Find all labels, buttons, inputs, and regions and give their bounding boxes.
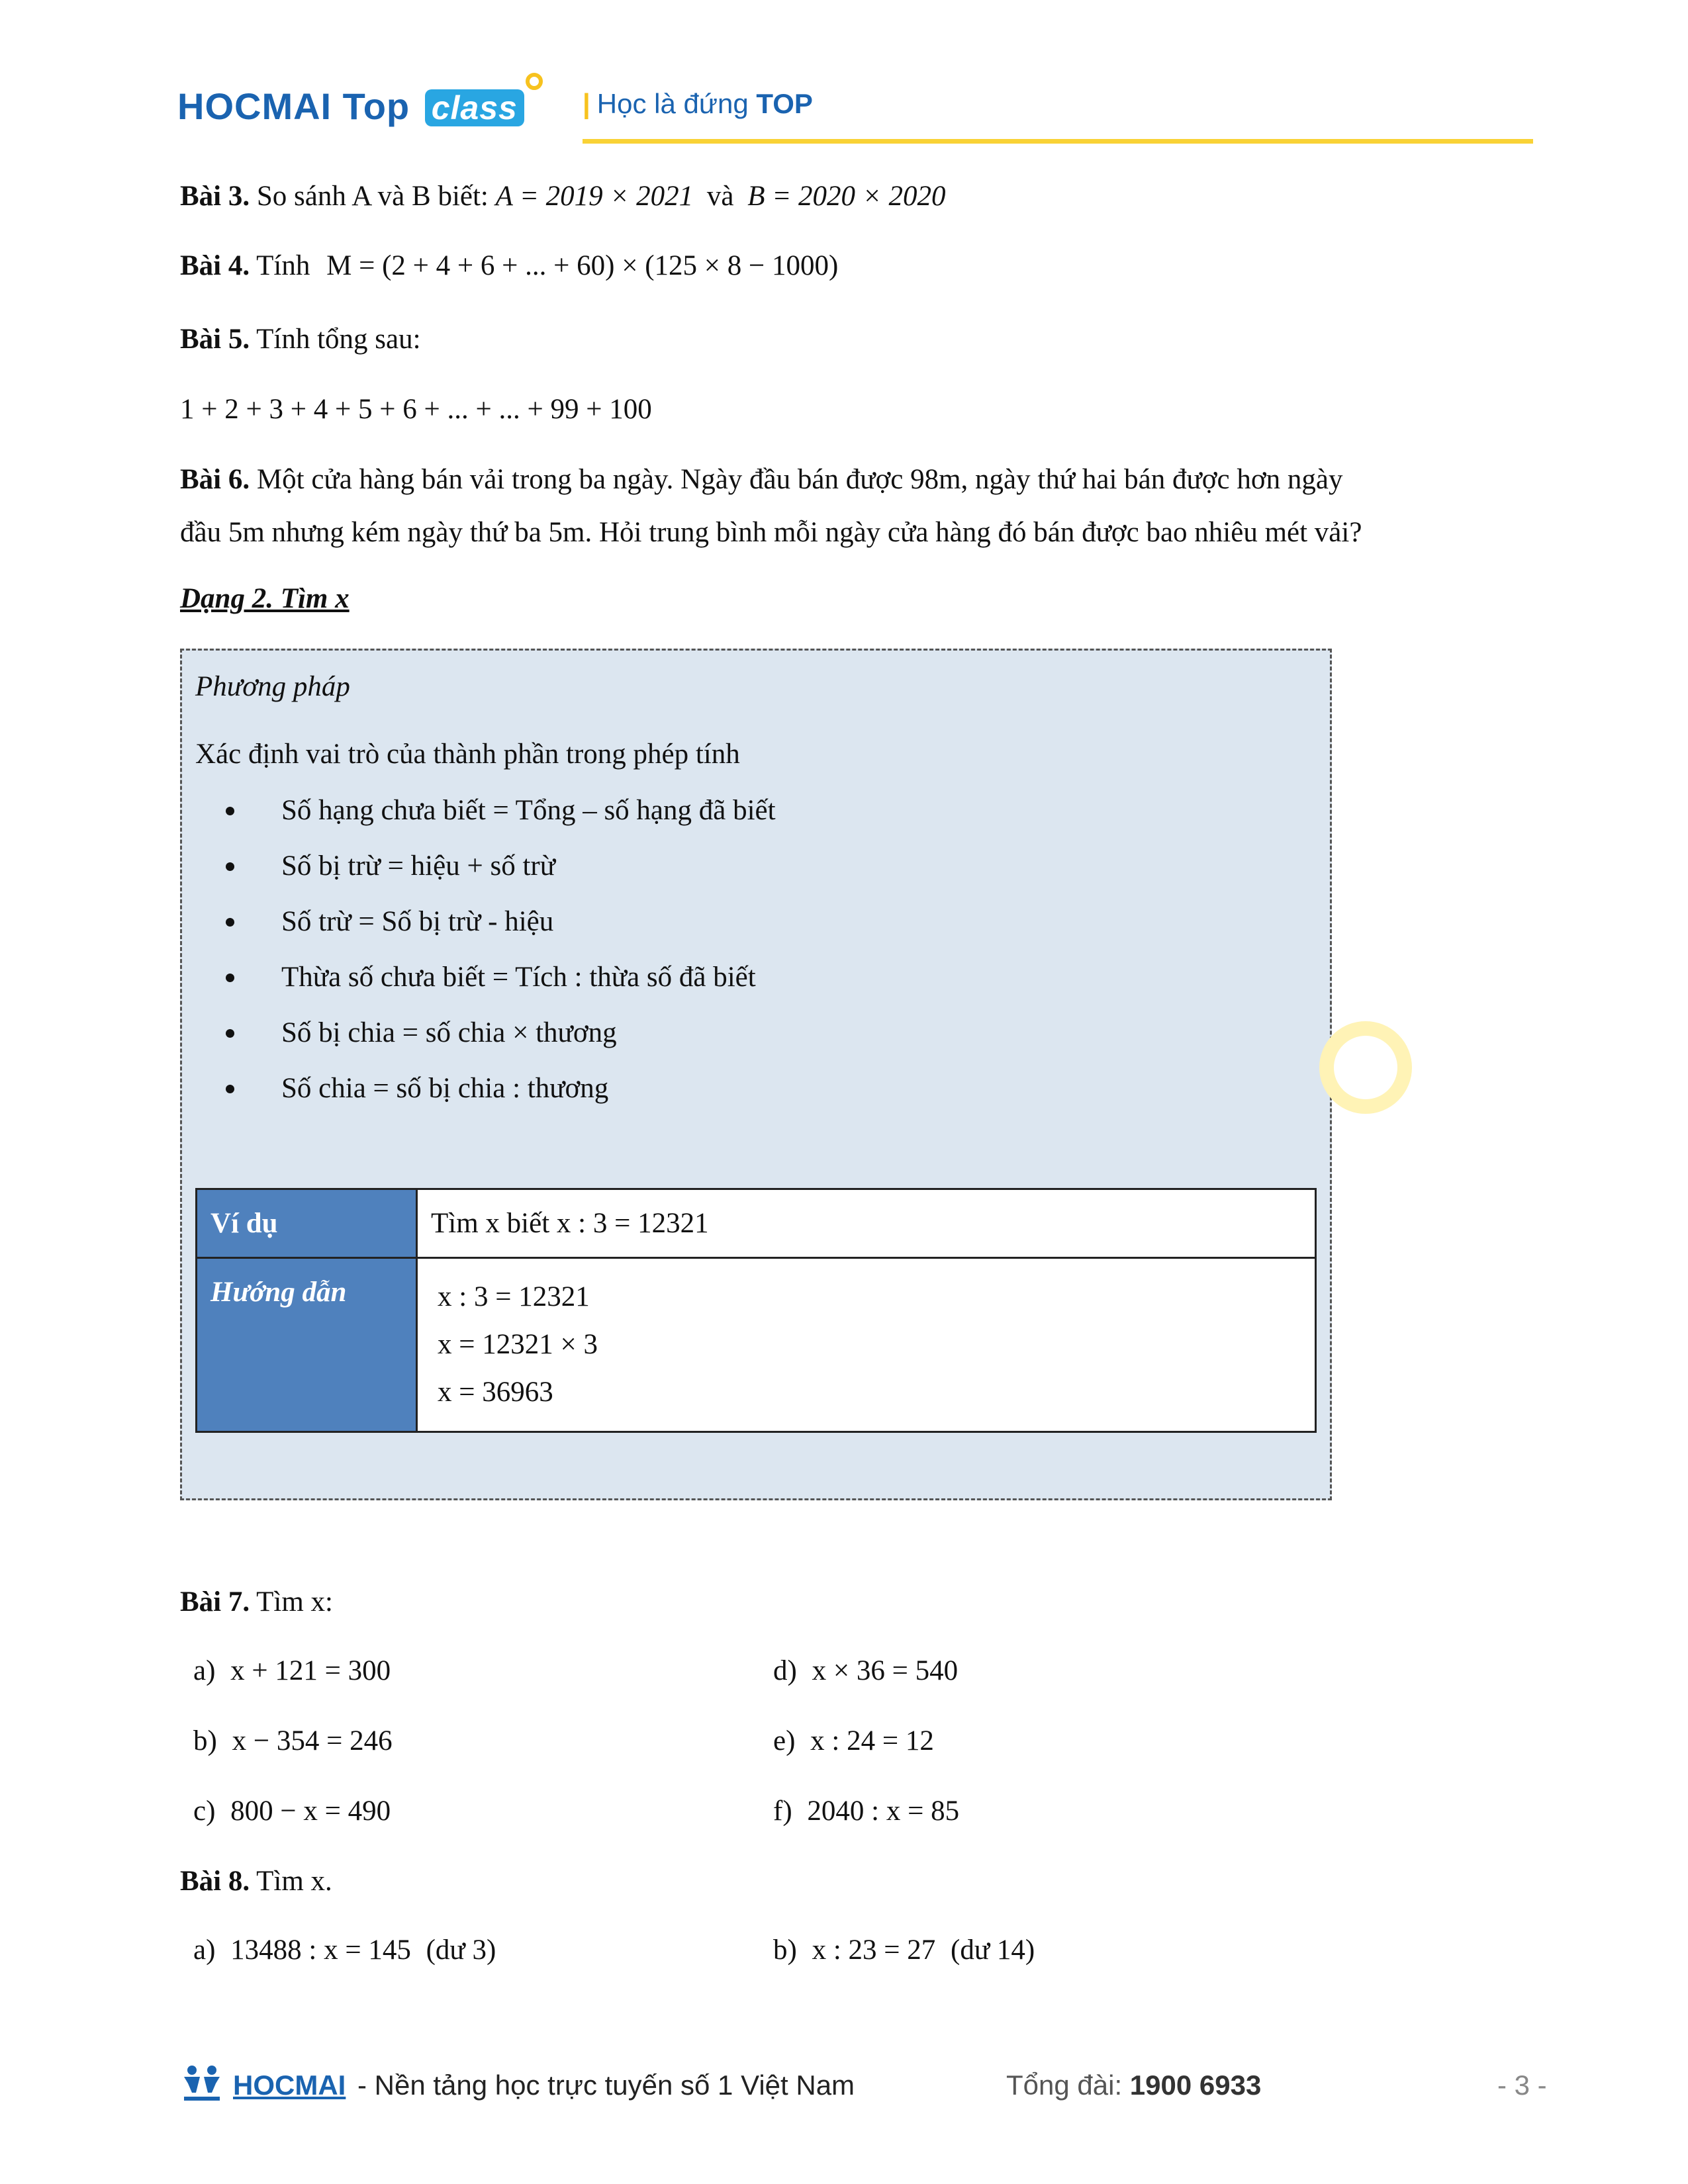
logo-class: class: [425, 89, 524, 126]
method-box: [180, 649, 1332, 1500]
problem-8-label: Bài 8.: [180, 1866, 250, 1897]
problem-5-text: Tính tổng sau:: [256, 324, 421, 355]
problem-3-a: A = 2019 × 2021: [495, 181, 694, 212]
hocmai-topclass-logo: [177, 85, 524, 128]
header-underline: [583, 139, 1533, 144]
problem-7-item-b: [193, 1725, 393, 1757]
tagline-separator: |: [583, 88, 590, 119]
example-label: Ví dụ: [197, 1189, 417, 1258]
list-item: Số trừ = Số bị trừ - hiệu: [209, 894, 776, 950]
hotline-label: Tổng đài:: [1006, 2070, 1123, 2101]
tagline-bold: TOP: [756, 88, 813, 119]
list-item: Số bị trừ = hiệu + số trừ: [209, 839, 776, 894]
item-expr: x : 23 = 27: [812, 1934, 936, 1966]
item-expr: x × 36 = 540: [812, 1655, 959, 1686]
problem-3-and: và: [706, 181, 734, 212]
item-note: (dư 3): [426, 1934, 496, 1966]
problem-7-item-e: [773, 1725, 934, 1757]
footer-slogan: - Nền tảng học trực tuyến số 1 Việt Nam: [357, 2070, 855, 2101]
problem-7-label: Bài 7.: [180, 1586, 250, 1617]
problem-7-item-a: [193, 1655, 391, 1687]
example-table: [195, 1188, 1317, 1433]
item-expr: x − 354 = 246: [232, 1725, 393, 1756]
tagline-prefix: Học là đứng: [596, 88, 749, 119]
problem-8-item-b: [773, 1934, 1035, 1966]
table-row: [197, 1258, 1316, 1432]
tagline: [583, 88, 813, 120]
problem-6-line-1: [180, 463, 1342, 496]
item-key: b): [193, 1725, 217, 1756]
problem-7-item-c: [193, 1795, 391, 1827]
problem-6-text-1: Một cửa hàng bán vải trong ba ngày. Ngày đầu bán được 98m, ngày thứ hai bán được hơn ngày: [256, 464, 1343, 495]
method-title: Phương pháp: [195, 671, 350, 702]
problem-6-label: Bài 6.: [180, 464, 250, 495]
guide-step: x = 36963: [438, 1377, 553, 1408]
problem-4-label: Bài 4.: [180, 250, 250, 281]
logo-main: HOCMAI: [177, 85, 332, 127]
method-rules-list: [209, 783, 776, 1116]
item-expr: 800 − x = 490: [230, 1796, 391, 1827]
item-expr: x : 24 = 12: [810, 1725, 934, 1756]
problem-3-label: Bài 3.: [180, 181, 250, 212]
item-note: (dư 14): [951, 1934, 1035, 1966]
item-key: b): [773, 1934, 797, 1966]
item-expr: 2040 : x = 85: [807, 1796, 960, 1827]
section-title: Dạng 2. Tìm x: [180, 583, 350, 614]
item-expr: 13488 : x = 145: [230, 1934, 411, 1966]
item-key: d): [773, 1655, 797, 1686]
list-item: Số bị chia = số chia × thương: [209, 1005, 776, 1061]
problem-4: [180, 250, 838, 282]
guide-label: Hướng dẫn: [197, 1258, 417, 1432]
problem-3: [180, 180, 946, 212]
problem-6-line-2: đầu 5m nhưng kém ngày thứ ba 5m. Hỏi trung bình mỗi ngày cửa hàng đó bán được bao nhiêu mét vải?: [180, 517, 1362, 548]
item-key: a): [193, 1934, 216, 1966]
example-text: Tìm x biết x : 3 = 12321: [417, 1189, 1316, 1258]
item-key: f): [773, 1796, 792, 1827]
watermark-gear-icon: [1319, 1021, 1412, 1114]
problem-8: [180, 1865, 332, 1897]
problem-4-expr: M = (2 + 4 + 6 + ... + 60) × (125 × 8 − 1000): [326, 250, 839, 281]
hocmai-people-icon: [181, 2064, 222, 2103]
problem-8-text: Tìm x.: [256, 1866, 332, 1897]
problem-3-text: So sánh A và B biết:: [256, 181, 489, 212]
page-number: - 3 -: [1497, 2070, 1547, 2101]
item-key: c): [193, 1796, 216, 1827]
problem-7-item-d: [773, 1655, 958, 1687]
list-item: Thừa số chưa biết = Tích : thừa số đã biết: [209, 950, 776, 1005]
list-item: Số chia = số bị chia : thương: [209, 1061, 776, 1116]
logo-top: Top: [342, 85, 410, 127]
table-row: [197, 1189, 1316, 1258]
guide-steps: [417, 1258, 1316, 1432]
problem-7-text: Tìm x:: [256, 1586, 333, 1617]
problem-7: [180, 1586, 333, 1618]
item-expr: x + 121 = 300: [230, 1655, 391, 1686]
method-intro: Xác định vai trò của thành phần trong phép tính: [195, 739, 740, 770]
footer-brand-link[interactable]: HOCMAI: [233, 2070, 346, 2101]
item-key: e): [773, 1725, 796, 1756]
footer-hotline: [1006, 2070, 1261, 2101]
problem-5: [180, 323, 421, 355]
problem-5-label: Bài 5.: [180, 324, 250, 355]
guide-step: x : 3 = 12321: [438, 1281, 590, 1312]
problem-5-expression: 1 + 2 + 3 + 4 + 5 + 6 + ... + ... + 99 + 100: [180, 394, 652, 425]
hotline-number: 1900 6933: [1129, 2070, 1262, 2101]
item-key: a): [193, 1655, 216, 1686]
guide-step: x = 12321 × 3: [438, 1329, 598, 1360]
problem-7-item-f: [773, 1795, 959, 1827]
list-item: Số hạng chưa biết = Tổng – số hạng đã biết: [209, 783, 776, 839]
problem-8-item-a: [193, 1934, 496, 1966]
sun-icon: [526, 73, 543, 90]
problem-4-text: Tính: [256, 250, 310, 281]
problem-3-b: B = 2020 × 2020: [747, 181, 946, 212]
